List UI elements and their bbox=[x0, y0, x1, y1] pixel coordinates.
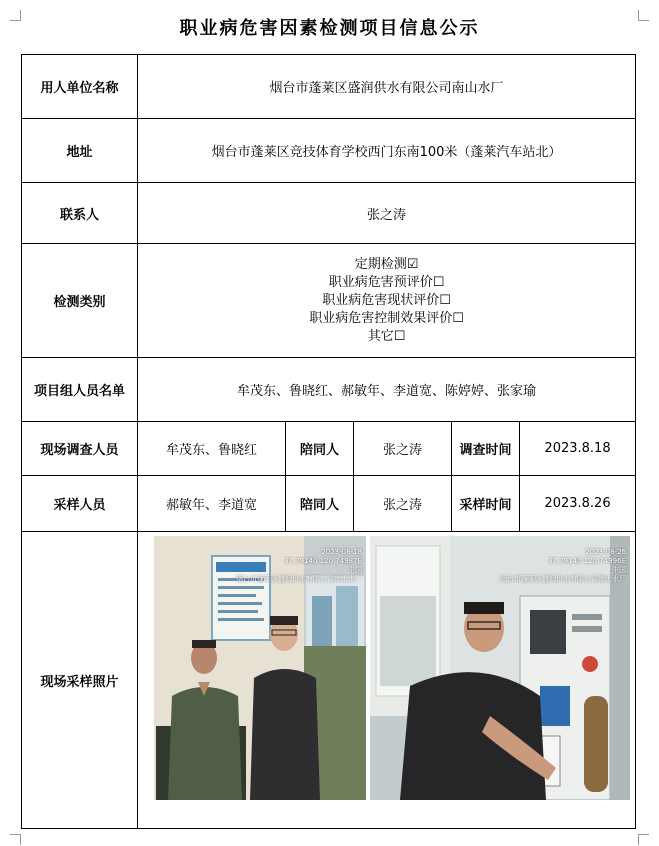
row-survey bbox=[22, 422, 636, 476]
row-sampling bbox=[22, 476, 636, 532]
photos-cell bbox=[138, 532, 636, 829]
row-contact bbox=[22, 183, 636, 244]
employer-value: 烟台市蓬莱区盛润供水有限公司南山水厂 bbox=[138, 55, 636, 119]
detection-type-label: 检测类别 bbox=[22, 244, 138, 358]
sampling-label: 采样人员 bbox=[22, 476, 138, 532]
detection-type-options bbox=[138, 244, 636, 358]
address-value: 烟台市蓬莱区竞技体育学校西门东南100米（蓬莱汽车站北） bbox=[138, 119, 636, 183]
photos-label: 现场采样照片 bbox=[22, 532, 138, 829]
contact-label: 联系人 bbox=[22, 183, 138, 244]
address-label: 地址 bbox=[22, 119, 138, 183]
sampling-value: 郝敏年、李道宽 bbox=[138, 476, 286, 532]
row-photos bbox=[22, 532, 636, 829]
crop-mark-bottom-right bbox=[638, 834, 649, 845]
team-label: 项目组人员名单 bbox=[22, 358, 138, 422]
sampling-companion-label: 陪同人 bbox=[286, 476, 354, 532]
site-photo-sampling bbox=[370, 536, 630, 800]
survey-companion-value: 张之涛 bbox=[354, 422, 452, 476]
watermark-left: 2023-08-18 37.79140 120.74987E 中国 烟台市蓬莱区盛润供水有限公司南山水厂 bbox=[236, 548, 362, 583]
row-employer bbox=[22, 55, 636, 119]
option-control-evaluation: 职业病危害控制效果评价☐ bbox=[309, 310, 464, 326]
sampling-time-value: 2023.8.26 bbox=[520, 476, 636, 532]
survey-value: 牟茂东、鲁晓红 bbox=[138, 422, 286, 476]
row-address bbox=[22, 119, 636, 183]
watermark-right: 2023-08-26 37.79140 120.74996E 中国 烟台市蓬莱区盛润供水有限公司南山水厂 bbox=[500, 548, 626, 583]
team-value: 牟茂东、鲁晓红、郝敏年、李道宽、陈婷婷、张家瑜 bbox=[138, 358, 636, 422]
survey-time-label: 调查时间 bbox=[452, 422, 520, 476]
crop-mark-bottom-left bbox=[10, 834, 21, 845]
row-team bbox=[22, 358, 636, 422]
page-title: 职业病危害因素检测项目信息公示 bbox=[179, 18, 480, 39]
survey-label: 现场调查人员 bbox=[22, 422, 138, 476]
employer-label: 用人单位名称 bbox=[22, 55, 138, 119]
survey-companion-label: 陪同人 bbox=[286, 422, 354, 476]
contact-value: 张之涛 bbox=[138, 183, 636, 244]
site-photo-survey bbox=[154, 536, 366, 800]
sampling-time-label: 采样时间 bbox=[452, 476, 520, 532]
sampling-companion-value: 张之涛 bbox=[354, 476, 452, 532]
option-pre-evaluation: 职业病危害预评价☐ bbox=[328, 274, 445, 290]
option-periodic: 定期检测☑ bbox=[354, 256, 419, 272]
option-other: 其它☐ bbox=[367, 328, 406, 344]
row-detection-type bbox=[22, 244, 636, 358]
option-status-evaluation: 职业病危害现状评价☐ bbox=[322, 292, 451, 308]
survey-time-value: 2023.8.18 bbox=[520, 422, 636, 476]
info-table bbox=[21, 54, 636, 829]
